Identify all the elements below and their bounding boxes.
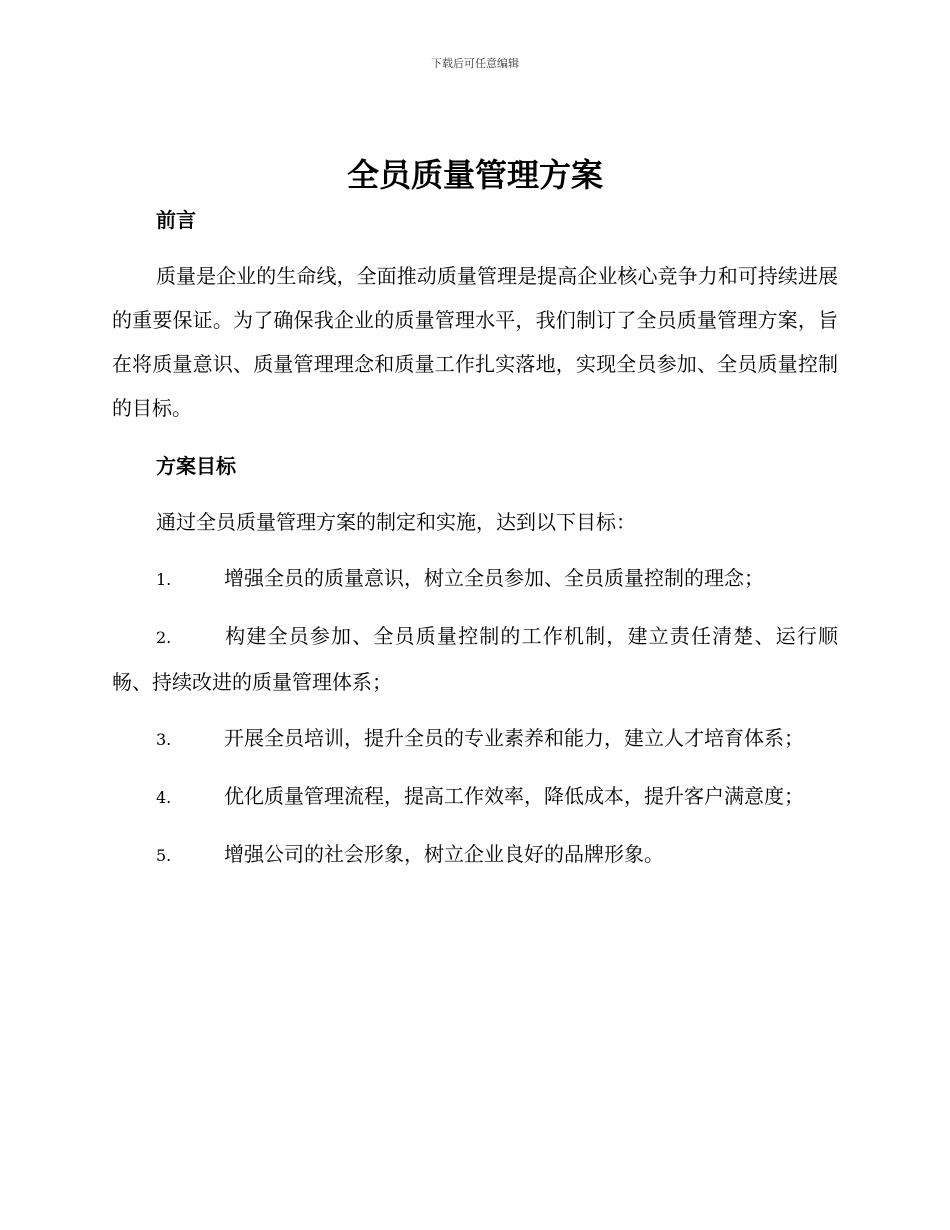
list-item-number: 3.: [156, 730, 172, 749]
list-item-number: 2.: [156, 628, 172, 647]
list-item: [112, 774, 838, 820]
section-heading-goals: 方案目标: [156, 454, 236, 478]
preface-paragraph: 质量是企业的生命线，全面推动质量管理是提高企业核心竞争力和可持续进展的重要保证。为了确保我企业的质量管理水平，我们制订了全员质量管理方案，旨在将质量意识、质量管理理念和质量工作扎实落地，实现全员参加、全员质量控制的目标。: [112, 264, 838, 420]
list-item: [112, 832, 838, 878]
list-item: [112, 716, 838, 762]
list-item-number: 4.: [156, 788, 172, 807]
document-title: 全员质量管理方案: [346, 156, 603, 194]
list-item-text: 构建全员参加、全员质量控制的工作机制，建立责任清楚、运行顺畅、持续改进的质量管理体系；: [112, 624, 838, 694]
goals-intro: 通过全员质量管理方案的制定和实施，达到以下目标：: [156, 510, 636, 534]
section-heading-preface: 前言: [156, 208, 196, 232]
list-item: [112, 614, 838, 704]
header-note: 下载后可任意编辑: [431, 57, 519, 70]
list-item-number: 1.: [156, 570, 172, 589]
list-item-text: 增强公司的社会形象，树立企业良好的品牌形象。: [224, 842, 664, 866]
list-item-text: 开展全员培训，提升全员的专业素养和能力，建立人才培育体系；: [224, 726, 804, 750]
document-body: [112, 198, 838, 878]
list-item-number: 5.: [156, 846, 172, 865]
list-item-text: 优化质量管理流程，提高工作效率，降低成本，提升客户满意度；: [224, 784, 804, 808]
list-item-text: 增强全员的质量意识，树立全员参加、全员质量控制的理念；: [224, 566, 764, 590]
list-item: [112, 556, 838, 602]
